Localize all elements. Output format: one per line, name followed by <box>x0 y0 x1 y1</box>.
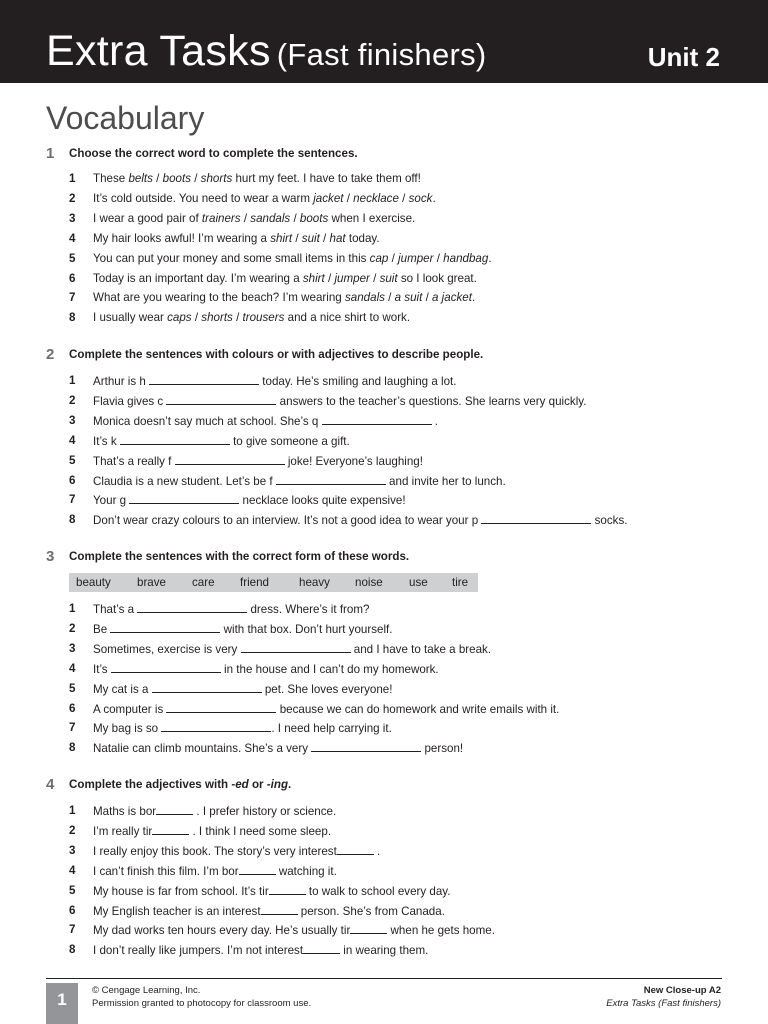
item-number: 3 <box>69 641 76 655</box>
item-text: My hair looks awful! I’m wearing a shirt / suit / hat today. <box>93 231 380 245</box>
option-word: shorts <box>201 311 233 325</box>
answer-blank[interactable] <box>166 701 276 713</box>
item-number: 4 <box>69 433 76 447</box>
item-number: 2 <box>69 621 76 635</box>
option-word: shorts <box>200 172 233 185</box>
item-number: 4 <box>69 231 76 245</box>
item-text: My English teacher is an interest person. She’s from Canada. <box>93 904 445 918</box>
option-word: jumper <box>398 251 434 265</box>
answer-blank[interactable] <box>156 803 193 815</box>
sentence-item <box>0 922 768 938</box>
word-box-word: friend <box>240 576 270 589</box>
answer-blank[interactable] <box>137 601 247 613</box>
option-word: shirt <box>302 271 325 285</box>
answer-blank[interactable] <box>111 661 221 673</box>
sentence-item <box>0 373 768 389</box>
item-number: 8 <box>69 741 76 755</box>
answer-blank[interactable] <box>149 373 259 385</box>
item-text: It’s in the house and I can’t do my homework. <box>93 662 439 676</box>
answer-blank[interactable] <box>481 512 591 524</box>
sentence-item <box>0 453 768 469</box>
item-number: 2 <box>69 393 76 407</box>
answer-blank[interactable] <box>350 922 387 934</box>
exercise-2-number: 2 <box>46 346 55 363</box>
word-box-word: noise <box>355 576 383 589</box>
option-word: sandals <box>250 211 291 225</box>
exercise-3-number: 3 <box>46 548 55 565</box>
answer-blank[interactable] <box>239 863 276 875</box>
option-word: jumper <box>334 271 370 285</box>
item-text: These belts / boots / shorts hurt my feet. I have to take them off! <box>93 172 421 185</box>
item-text: Monica doesn’t say much at school. She’s q . <box>93 414 439 428</box>
option-word: shirt <box>270 231 293 245</box>
item-text: My cat is a pet. She loves everyone! <box>93 682 393 696</box>
item-number: 7 <box>69 923 76 937</box>
item-text: Arthur is h today. He’s smiling and laughing a lot. <box>93 375 457 388</box>
word-box-word: brave <box>137 576 167 589</box>
item-text: Your g necklace looks quite expensive! <box>93 494 406 508</box>
item-text: Natalie can climb mountains. She’s a very person! <box>93 742 464 756</box>
answer-blank[interactable] <box>120 433 230 445</box>
item-text: What are you wearing to the beach? I’m wearing sandals / a suit / a jacket. <box>93 291 476 305</box>
option-word: boots <box>162 172 191 185</box>
answer-blank[interactable] <box>311 740 421 752</box>
answer-blank[interactable] <box>261 903 298 915</box>
exercise-3-instruction: Complete the sentences with the correct form of these words. <box>69 550 410 563</box>
item-number: 3 <box>69 843 76 857</box>
option-word: sandals <box>344 291 385 305</box>
sentence-item <box>0 492 768 508</box>
sentence-item <box>0 823 768 839</box>
option-word: trousers <box>242 311 285 325</box>
answer-blank[interactable] <box>152 681 262 693</box>
item-number: 5 <box>69 251 76 265</box>
item-text: I’m really tir . I think I need some sleep. <box>93 824 332 838</box>
item-number: 1 <box>69 602 76 615</box>
book-subtitle: Extra Tasks (Fast finishers) <box>606 998 721 1009</box>
item-number: 5 <box>69 681 76 695</box>
answer-blank[interactable] <box>303 942 340 954</box>
item-number: 4 <box>69 661 76 675</box>
item-number: 5 <box>69 453 76 467</box>
sentence-item <box>0 211 768 227</box>
sentence-item <box>0 231 768 247</box>
item-number: 8 <box>69 943 76 957</box>
page-number: 1 <box>46 983 78 1024</box>
item-text: Flavia gives c answers to the teacher’s questions. She learns very quickly. <box>93 394 587 408</box>
item-number: 3 <box>69 211 76 225</box>
word-box-word: tire <box>452 576 469 589</box>
title-main: Extra Tasks <box>46 27 271 75</box>
option-word: jacket <box>313 191 344 205</box>
answer-blank[interactable] <box>322 413 432 425</box>
item-text: Be with that box. Don’t hurt yourself. <box>93 622 393 636</box>
sentence-item <box>0 843 768 859</box>
footer-rule <box>46 978 722 979</box>
option-word: cap <box>369 251 389 265</box>
sentence-item <box>0 290 768 306</box>
unit-label: Unit 2 <box>647 42 720 72</box>
sentence-item <box>0 621 768 637</box>
option-word: boots <box>299 211 329 225</box>
sentence-item <box>0 601 768 617</box>
exercise-1-instruction: Choose the correct word to complete the sentences. <box>69 147 358 160</box>
item-text: Sometimes, exercise is very and I have to take a break. <box>93 642 492 656</box>
option-word: suit <box>379 271 398 285</box>
option-word: hat <box>329 231 346 245</box>
copyright-text: © Cengage Learning, Inc. <box>92 985 201 996</box>
option-word: a jacket <box>432 291 472 305</box>
sentence-item <box>0 473 768 489</box>
item-text: I usually wear caps / shorts / trousers and a nice shirt to work. <box>93 311 411 325</box>
permission-text: Permission granted to photocopy for classroom use. <box>92 998 312 1009</box>
page-header <box>0 0 768 83</box>
word-box-word: heavy <box>299 576 330 589</box>
item-text: Don’t wear crazy colours to an interview. It’s not a good idea to wear your p socks. <box>93 514 628 528</box>
sentence-item <box>0 641 768 657</box>
item-text: My bag is so . I need help carrying it. <box>93 722 392 736</box>
item-number: 1 <box>69 172 76 185</box>
sentence-item <box>0 191 768 207</box>
item-number: 5 <box>69 883 76 897</box>
exercise-4-number: 4 <box>46 776 55 793</box>
option-word: -ing <box>266 778 289 791</box>
sentence-item <box>0 740 768 756</box>
answer-blank[interactable] <box>175 453 285 465</box>
item-text: A computer is because we can do homework and write emails with it. <box>93 702 560 716</box>
answer-blank[interactable] <box>337 843 374 855</box>
sentence-item <box>0 942 768 958</box>
item-number: 6 <box>69 473 76 487</box>
sentence-item <box>0 310 768 326</box>
word-box <box>69 573 478 592</box>
item-number: 7 <box>69 721 76 735</box>
item-number: 6 <box>69 701 76 715</box>
item-text: I wear a good pair of trainers / sandals / boots when I exercise. <box>93 211 416 225</box>
item-text: I can’t finish this film. I’m bor watching it. <box>93 864 337 878</box>
answer-blank[interactable] <box>166 393 276 405</box>
item-number: 2 <box>69 823 76 837</box>
option-word: trainers <box>201 211 241 225</box>
exercise-2-instruction: Complete the sentences with colours or with adjectives to describe people. <box>69 348 484 361</box>
section-title: Vocabulary <box>46 100 205 136</box>
option-word: caps <box>167 311 192 325</box>
exercise-1-number: 1 <box>46 145 55 162</box>
item-text: You can put your money and some small items in this cap / jumper / handbag. <box>93 251 492 265</box>
item-text: Maths is bor . I prefer history or science. <box>93 805 337 818</box>
item-number: 1 <box>69 804 76 817</box>
sentence-item <box>0 681 768 697</box>
item-text: It’s k to give someone a gift. <box>93 434 350 448</box>
item-text: I don’t really like jumpers. I’m not interest in wearing them. <box>93 944 429 958</box>
item-text: My dad works ten hours every day. He’s usually tir when he gets home. <box>93 924 495 938</box>
sentence-item <box>0 512 768 528</box>
item-number: 8 <box>69 513 76 527</box>
answer-blank[interactable] <box>110 621 220 633</box>
sentence-item <box>0 701 768 717</box>
item-number: 3 <box>69 413 76 427</box>
sentence-item <box>0 393 768 409</box>
sentence-item <box>0 251 768 267</box>
sentence-item <box>0 903 768 919</box>
item-number: 4 <box>69 863 76 877</box>
sentence-item <box>0 661 768 677</box>
item-number: 8 <box>69 311 76 325</box>
answer-blank[interactable] <box>241 641 351 653</box>
answer-blank[interactable] <box>152 823 189 835</box>
answer-blank[interactable] <box>161 720 271 732</box>
item-number: 6 <box>69 271 76 285</box>
item-number: 6 <box>69 903 76 917</box>
title-subtitle: (Fast finishers) <box>276 37 487 72</box>
sentence-item <box>0 720 768 736</box>
item-text: It’s cold outside. You need to wear a warm jacket / necklace / sock. <box>93 191 436 205</box>
word-box-word: care <box>192 576 215 589</box>
sentence-item <box>0 883 768 899</box>
option-word: a suit <box>394 291 423 305</box>
answer-blank[interactable] <box>269 883 306 895</box>
option-word: suit <box>301 231 320 245</box>
item-number: 1 <box>69 374 76 387</box>
item-text: Claudia is a new student. Let’s be f and invite her to lunch. <box>93 474 506 488</box>
item-number: 7 <box>69 493 76 507</box>
sentence-item <box>0 413 768 429</box>
item-text: I really enjoy this book. The story’s very interest . <box>93 844 381 858</box>
item-text: That’s a dress. Where’s it from? <box>93 603 370 616</box>
sentence-item <box>0 171 768 187</box>
item-text: My house is far from school. It’s tir to walk to school every day. <box>93 884 451 898</box>
sentence-item <box>0 271 768 287</box>
option-word: sock <box>408 191 433 205</box>
option-word: necklace <box>353 191 399 205</box>
sentence-item <box>0 433 768 449</box>
option-word: -ed <box>231 778 249 791</box>
answer-blank[interactable] <box>129 492 239 504</box>
book-title: New Close-up A2 <box>643 985 721 996</box>
option-word: belts <box>128 172 153 185</box>
sentence-item <box>0 863 768 879</box>
item-text: Today is an important day. I’m wearing a shirt / jumper / suit so I look great. <box>93 271 477 285</box>
exercise-4-instruction: Complete the adjectives with -ed or -ing. <box>69 778 292 791</box>
answer-blank[interactable] <box>276 473 386 485</box>
item-number: 2 <box>69 191 76 205</box>
word-box-word: use <box>409 576 428 589</box>
option-word: handbag <box>443 251 489 265</box>
item-text: That’s a really f joke! Everyone’s laughing! <box>93 454 423 468</box>
sentence-item <box>0 803 768 819</box>
item-number: 7 <box>69 291 76 305</box>
page-title <box>46 28 487 78</box>
word-box-word: beauty <box>76 576 111 589</box>
